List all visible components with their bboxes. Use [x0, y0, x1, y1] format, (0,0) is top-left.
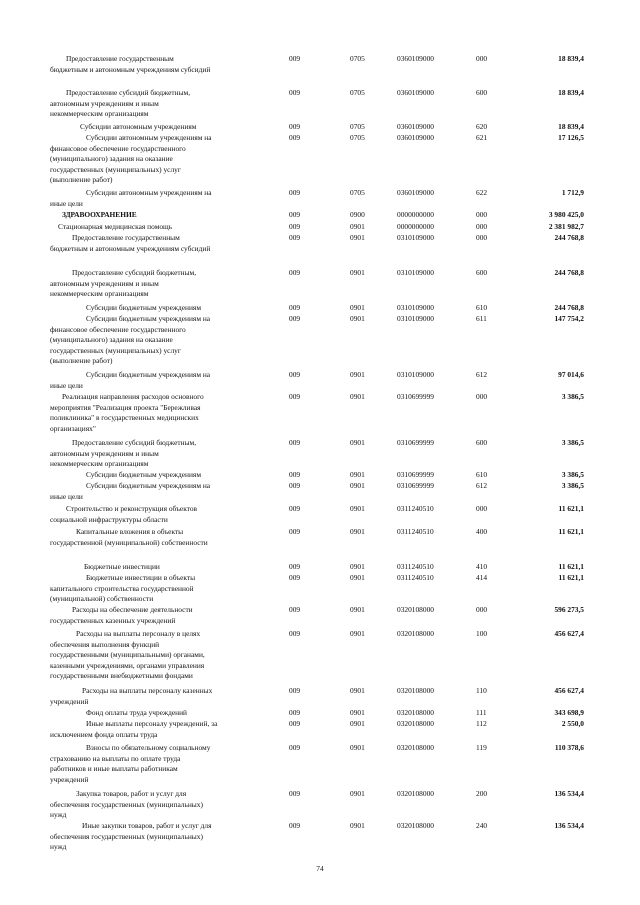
section-code: 0901 [350, 708, 365, 717]
target-article-code: 0310699999 [397, 438, 434, 447]
amount: 3 980 425,0 [548, 210, 584, 219]
target-article-code: 0360109000 [397, 54, 434, 63]
section-code: 0705 [350, 54, 365, 63]
ved-code: 009 [289, 573, 301, 582]
section-code: 0705 [350, 133, 365, 142]
description-line: социальной инфраструктуры области [50, 514, 168, 524]
ved-code: 009 [289, 481, 301, 490]
description-line: организациях" [50, 423, 96, 433]
description-line: автономным учреждениям и иным [50, 448, 159, 458]
section-code: 0901 [350, 233, 365, 242]
target-article-code: 0360109000 [397, 188, 434, 197]
description-line: бюджетным и автономным учреждениям субсидий [50, 64, 211, 74]
ved-code: 009 [289, 527, 301, 536]
target-article-code: 0320108000 [397, 605, 434, 614]
description-line: Предоставление субсидий бюджетным, [72, 268, 197, 277]
target-article-code: 0360109000 [397, 88, 434, 97]
ved-code: 009 [289, 821, 301, 830]
target-article-code: 0320108000 [397, 629, 434, 638]
expense-type-code: 400 [476, 527, 488, 536]
amount: 136 534,4 [554, 789, 584, 798]
amount: 11 621,1 [558, 504, 584, 513]
expense-type-code: 240 [476, 821, 488, 830]
description-line: Расходы на обеспечение деятельности [72, 605, 193, 614]
description-line: Бюджетные инвестиции в объекты [86, 573, 196, 582]
description-line: Стационарная медицинская помощь [58, 222, 173, 231]
expense-type-code: 112 [476, 719, 487, 728]
target-article-code: 0310699999 [397, 481, 434, 490]
amount: 456 627,4 [554, 686, 584, 695]
description-line: автономным учреждениям и иным [50, 278, 159, 288]
amount: 110 378,6 [554, 743, 584, 752]
description-line: иные цели [50, 380, 83, 390]
description-line: государственной (муниципальной) собственности [50, 537, 208, 547]
target-article-code: 0310699999 [397, 392, 434, 401]
description-line: государственных казенных учреждений [50, 615, 176, 625]
ved-code: 009 [289, 504, 301, 513]
amount: 2 550,0 [561, 719, 584, 728]
target-article-code: 0311240510 [397, 504, 434, 513]
expense-type-code: 620 [476, 122, 488, 131]
row-description [50, 438, 272, 470]
row-description [50, 314, 272, 367]
ved-code: 009 [289, 686, 301, 695]
target-article-code: 0311240510 [397, 527, 434, 536]
description-line: капитального строительства государственной [50, 583, 194, 593]
section-code: 0901 [350, 481, 365, 490]
target-article-code: 0320108000 [397, 789, 434, 798]
expense-type-code: 000 [476, 605, 488, 614]
target-article-code: 0360109000 [397, 133, 434, 142]
description-line: некоммерческим организациям [50, 289, 149, 299]
expense-type-code: 612 [476, 481, 488, 490]
description-line: Субсидии бюджетным учреждениям [86, 470, 202, 479]
section-code: 0705 [350, 88, 365, 97]
amount: 11 621,1 [558, 527, 584, 536]
section-code: 0901 [350, 686, 365, 695]
description-line: ЗДРАВООХРАНЕНИЕ [62, 210, 137, 219]
target-article-code: 0320108000 [397, 743, 434, 752]
section-code: 0901 [350, 605, 365, 614]
amount: 3 386,5 [561, 392, 584, 401]
expense-type-code: 000 [476, 54, 488, 63]
description-line: учреждений [50, 696, 89, 706]
row-description [50, 527, 272, 548]
target-article-code: 0310109000 [397, 233, 434, 242]
target-article-code: 0000000000 [397, 210, 434, 219]
target-article-code: 0320108000 [397, 686, 434, 695]
description-line: Предоставление государственным [66, 54, 174, 63]
section-code: 0901 [350, 470, 365, 479]
description-line: государственными (муниципальными) органами, [50, 650, 205, 660]
expense-type-code: 622 [476, 188, 488, 197]
row-description [50, 268, 272, 300]
description-line: государственных (муниципальных) услуг [50, 164, 181, 174]
description-line: иные цели [50, 198, 83, 208]
description-line: Строительство и реконструкция объектов [66, 504, 198, 513]
page-number: 74 [316, 864, 324, 873]
expense-type-code: 414 [476, 573, 488, 582]
description-line: Субсидии автономным учреждениям на [86, 133, 212, 142]
target-article-code: 0311240510 [397, 573, 434, 582]
ved-code: 009 [289, 210, 301, 219]
expense-type-code: 600 [476, 88, 488, 97]
row-description [50, 470, 272, 481]
expense-type-code: 100 [476, 629, 488, 638]
description-line: Субсидии бюджетным учреждениям на [86, 481, 211, 490]
row-description [50, 562, 272, 573]
amount: 456 627,4 [554, 629, 584, 638]
ved-code: 009 [289, 314, 301, 323]
expense-type-code: 000 [476, 222, 488, 231]
ved-code: 009 [289, 370, 301, 379]
amount: 596 273,5 [554, 605, 584, 614]
description-line: работников и иные выплаты работникам [50, 764, 178, 774]
row-description [50, 708, 272, 719]
ved-code: 009 [289, 789, 301, 798]
ved-code: 009 [289, 222, 301, 231]
description-line: (муниципального) задания на оказание [50, 335, 173, 345]
row-description [50, 188, 272, 209]
amount: 11 621,1 [558, 562, 584, 571]
section-code: 0901 [350, 527, 365, 536]
row-description [50, 605, 272, 626]
expense-type-code: 611 [476, 314, 487, 323]
amount: 18 839,4 [558, 54, 584, 63]
description-line: некоммерческим организациям [50, 459, 149, 469]
description-line: Предоставление субсидий бюджетным, [66, 88, 191, 97]
expense-type-code: 000 [476, 233, 488, 242]
amount: 97 014,6 [558, 370, 584, 379]
row-description [50, 481, 272, 502]
section-code: 0901 [350, 303, 365, 312]
description-line: Иные закупки товаров, работ и услуг для [82, 821, 212, 830]
section-code: 0901 [350, 562, 365, 571]
amount: 343 698,9 [554, 708, 584, 717]
ved-code: 009 [289, 708, 301, 717]
description-line: поликлиника" в государственных медицинских [50, 413, 199, 423]
description-line: обеспечения государственных (муниципальных) [50, 831, 203, 841]
description-line: государственных (муниципальных) услуг [50, 345, 181, 355]
expense-type-code: 600 [476, 268, 488, 277]
row-description [50, 686, 272, 707]
section-code: 0705 [350, 188, 365, 197]
description-line: бюджетным и автономным учреждениям субсидий [50, 243, 211, 253]
amount: 147 754,2 [554, 314, 584, 323]
description-line: финансовое обеспечение государственного [50, 143, 186, 153]
ved-code: 009 [289, 392, 301, 401]
expense-type-code: 610 [476, 303, 488, 312]
description-line: Субсидии бюджетным учреждениям на [86, 314, 211, 323]
section-code: 0901 [350, 392, 365, 401]
expense-type-code: 600 [476, 438, 488, 447]
target-article-code: 0310699999 [397, 470, 434, 479]
description-line: Бюджетные инвестиции [84, 562, 160, 571]
description-line: (выполнение работ) [50, 356, 113, 366]
ved-code: 009 [289, 605, 301, 614]
section-code: 0901 [350, 719, 365, 728]
target-article-code: 0320108000 [397, 719, 434, 728]
expense-type-code: 110 [476, 686, 487, 695]
row-description [50, 504, 272, 525]
ved-code: 009 [289, 88, 301, 97]
section-code: 0901 [350, 789, 365, 798]
amount: 3 386,5 [561, 438, 584, 447]
expense-type-code: 000 [476, 210, 488, 219]
amount: 244 768,8 [554, 303, 584, 312]
description-line: нужд [50, 810, 67, 820]
target-article-code: 0320108000 [397, 821, 434, 830]
section-code: 0901 [350, 222, 365, 231]
amount: 244 768,8 [554, 268, 584, 277]
ved-code: 009 [289, 743, 301, 752]
amount: 244 768,8 [554, 233, 584, 242]
target-article-code: 0320108000 [397, 708, 434, 717]
description-line: Реализация направления расходов основного [62, 392, 204, 401]
description-line: Субсидии бюджетным учреждениям [86, 303, 202, 312]
expense-type-code: 612 [476, 370, 488, 379]
description-line: Субсидии бюджетным учреждениям на [86, 370, 211, 379]
target-article-code: 0310109000 [397, 268, 434, 277]
amount: 3 386,5 [561, 470, 584, 479]
amount: 18 839,4 [558, 88, 584, 97]
ved-code: 009 [289, 562, 301, 571]
amount: 1 712,9 [561, 188, 584, 197]
expense-type-code: 111 [476, 708, 487, 717]
section-code: 0901 [350, 314, 365, 323]
row-description [50, 370, 272, 391]
description-line: Закупка товаров, работ и услуг для [76, 789, 187, 798]
description-line: обеспечения государственных (муниципальных) [50, 799, 203, 809]
section-code: 0901 [350, 821, 365, 830]
ved-code: 009 [289, 54, 301, 63]
description-line: Субсидии автономным учреждениям на [86, 188, 212, 197]
expense-type-code: 610 [476, 470, 488, 479]
ved-code: 009 [289, 122, 301, 131]
description-line: Предоставление субсидий бюджетным, [72, 438, 197, 447]
description-line: исключением фонда оплаты труда [50, 729, 158, 739]
row-description [50, 303, 272, 314]
ved-code: 009 [289, 719, 301, 728]
description-line: Расходы на выплаты персоналу казенных [82, 686, 213, 695]
amount: 136 534,4 [554, 821, 584, 830]
description-line: Фонд оплаты труда учреждений [86, 708, 188, 717]
row-description [50, 789, 272, 821]
section-code: 0901 [350, 370, 365, 379]
description-line: нужд [50, 842, 67, 852]
description-line: (муниципальной) собственности [50, 594, 154, 604]
section-code: 0901 [350, 504, 365, 513]
row-description [50, 122, 272, 133]
row-description [50, 210, 272, 221]
description-line: мероприятия "Реализация проекта "Бережливая [50, 402, 201, 412]
description-line: обеспечения выполнения функций [50, 639, 160, 649]
row-description [50, 719, 272, 740]
description-line: (выполнение работ) [50, 175, 113, 185]
description-line: Субсидии автономным учреждениям [80, 122, 197, 131]
row-description [50, 821, 272, 853]
amount: 18 839,4 [558, 122, 584, 131]
description-line: учреждений [50, 774, 89, 784]
amount: 17 126,5 [558, 133, 584, 142]
description-line: (муниципального) задания на оказание [50, 154, 173, 164]
description-line: Взносы по обязательному социальному [86, 743, 211, 752]
target-article-code: 0310109000 [397, 314, 434, 323]
section-code: 0900 [350, 210, 365, 219]
expense-type-code: 410 [476, 562, 488, 571]
expense-type-code: 200 [476, 789, 488, 798]
expense-type-code: 000 [476, 392, 488, 401]
description-line: казенными учреждениями, органами управления [50, 660, 205, 670]
ved-code: 009 [289, 303, 301, 312]
row-description [50, 392, 272, 434]
section-code: 0901 [350, 268, 365, 277]
section-code: 0901 [350, 438, 365, 447]
description-line: государственными внебюджетными фондами [50, 671, 193, 681]
row-description [50, 133, 272, 186]
ved-code: 009 [289, 188, 301, 197]
description-line: финансовое обеспечение государственного [50, 324, 186, 334]
description-line: автономным учреждениям и иным [50, 98, 159, 108]
description-line: Капитальные вложения в объекты [76, 527, 184, 536]
row-description [50, 233, 272, 254]
amount: 3 386,5 [561, 481, 584, 490]
description-line: страхованию на выплаты по оплате труда [50, 753, 181, 763]
row-description [50, 573, 272, 605]
row-description [50, 629, 272, 682]
ved-code: 009 [289, 133, 301, 142]
section-code: 0901 [350, 743, 365, 752]
target-article-code: 0310109000 [397, 370, 434, 379]
description-line: Иные выплаты персоналу учреждений, за [86, 719, 218, 728]
section-code: 0901 [350, 629, 365, 638]
expense-type-code: 000 [476, 504, 488, 513]
target-article-code: 0360109000 [397, 122, 434, 131]
row-description [50, 54, 272, 75]
row-description [50, 88, 272, 120]
description-line: иные цели [50, 491, 83, 501]
row-description [50, 743, 272, 785]
row-description [50, 222, 272, 233]
section-code: 0901 [350, 573, 365, 582]
section-code: 0705 [350, 122, 365, 131]
ved-code: 009 [289, 233, 301, 242]
ved-code: 009 [289, 470, 301, 479]
expense-type-code: 621 [476, 133, 488, 142]
target-article-code: 0311240510 [397, 562, 434, 571]
description-line: Предоставление государственным [72, 233, 180, 242]
ved-code: 009 [289, 438, 301, 447]
target-article-code: 0310109000 [397, 303, 434, 312]
amount: 2 381 982,7 [548, 222, 584, 231]
amount: 11 621,1 [558, 573, 584, 582]
description-line: некоммерческим организациям [50, 109, 149, 119]
target-article-code: 0000000000 [397, 222, 434, 231]
description-line: Расходы на выплаты персоналу в целях [76, 629, 201, 638]
expense-type-code: 119 [476, 743, 487, 752]
ved-code: 009 [289, 268, 301, 277]
ved-code: 009 [289, 629, 301, 638]
